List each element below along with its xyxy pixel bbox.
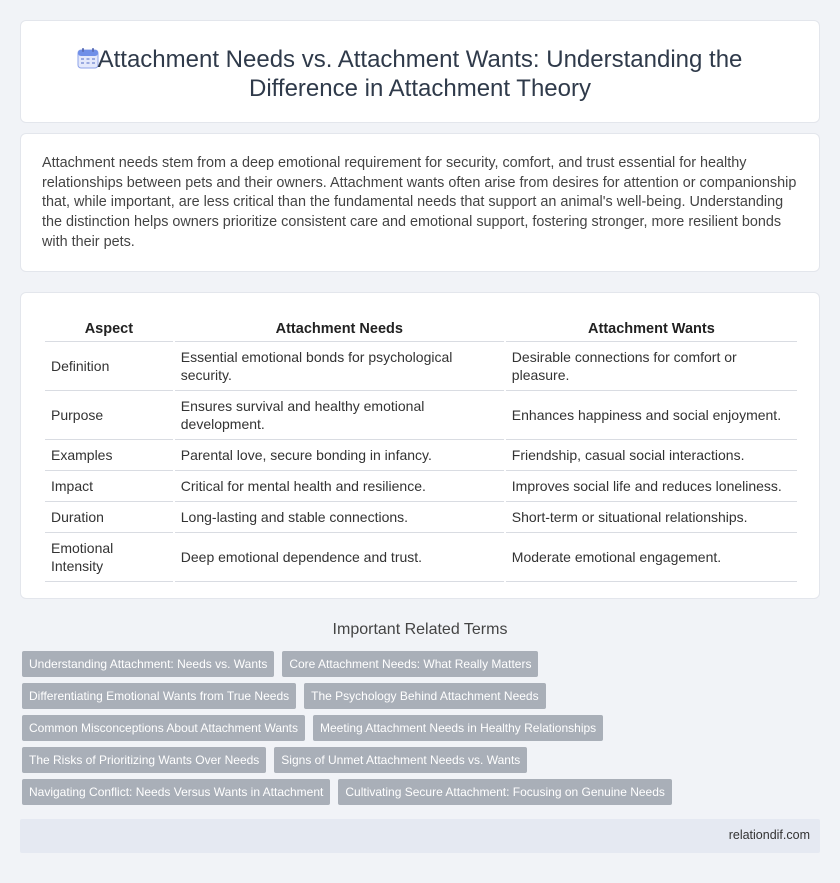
related-term-link[interactable]: Differentiating Emotional Wants from True Needs bbox=[22, 683, 296, 709]
table-cell-aspect: Duration bbox=[45, 502, 173, 533]
related-term-link[interactable]: Common Misconceptions About Attachment Wants bbox=[22, 715, 305, 741]
related-term-link[interactable]: The Psychology Behind Attachment Needs bbox=[304, 683, 545, 709]
tag-row bbox=[22, 747, 802, 773]
table-cell-needs: Long-lasting and stable connections. bbox=[175, 502, 504, 533]
table-cell-needs: Ensures survival and healthy emotional development. bbox=[175, 391, 504, 440]
table-cell-needs: Essential emotional bonds for psychological security. bbox=[175, 342, 504, 391]
related-term-link[interactable]: The Risks of Prioritizing Wants Over Needs bbox=[22, 747, 266, 773]
related-terms-list bbox=[22, 651, 802, 811]
related-term-link[interactable]: Signs of Unmet Attachment Needs vs. Wants bbox=[274, 747, 527, 773]
related-term-link[interactable]: Navigating Conflict: Needs Versus Wants in Attachment bbox=[22, 779, 330, 805]
table-row bbox=[45, 440, 797, 471]
table-cell-wants: Friendship, casual social interactions. bbox=[506, 440, 797, 471]
table-row bbox=[45, 342, 797, 391]
footer-site-link[interactable]: relationdif.com bbox=[728, 828, 810, 842]
table-cell-aspect: Definition bbox=[45, 342, 173, 391]
table-row bbox=[45, 391, 797, 440]
table-cell-aspect: Emotional Intensity bbox=[45, 533, 173, 582]
table-cell-wants: Moderate emotional engagement. bbox=[506, 533, 797, 582]
related-terms-heading: Important Related Terms bbox=[332, 621, 508, 638]
header-attachment-wants: Attachment Wants bbox=[506, 313, 797, 342]
table-header-row bbox=[45, 313, 797, 342]
related-term-link[interactable]: Meeting Attachment Needs in Healthy Relationships bbox=[313, 715, 603, 741]
related-term-link[interactable]: Understanding Attachment: Needs vs. Wants bbox=[22, 651, 274, 677]
table-cell-wants: Desirable connections for comfort or pleasure. bbox=[506, 342, 797, 391]
tag-row bbox=[22, 683, 802, 709]
header-aspect: Aspect bbox=[45, 313, 173, 342]
comparison-table bbox=[43, 313, 799, 582]
tag-row bbox=[22, 715, 802, 741]
table-cell-needs: Critical for mental health and resilience. bbox=[175, 471, 504, 502]
table-cell-needs: Deep emotional dependence and trust. bbox=[175, 533, 504, 582]
page-title-line-2: Difference in Attachment Theory bbox=[249, 75, 591, 102]
page-title bbox=[21, 45, 819, 103]
table-cell-wants: Enhances happiness and social enjoyment. bbox=[506, 391, 797, 440]
table-row bbox=[45, 502, 797, 533]
table-cell-needs: Parental love, secure bonding in infancy. bbox=[175, 440, 504, 471]
title-card bbox=[20, 20, 820, 123]
table-cell-wants: Short-term or situational relationships. bbox=[506, 502, 797, 533]
intro-paragraph: Attachment needs stem from a deep emotional requirement for security, comfort, and trust essential for healthy relationships between pets and their owners. Attachment wants often arise from desires for attention or companionship that, while important, are less critical than the fundamental needs that support an animal's well-being. Understanding the distinction helps owners prioritize consistent care and emotional support, fostering stronger, more resilient bonds with their pets. bbox=[42, 155, 797, 250]
comparison-table-card bbox=[20, 292, 820, 599]
table-row bbox=[45, 533, 797, 582]
intro-card bbox=[20, 133, 820, 272]
tag-row bbox=[22, 779, 802, 805]
table-cell-wants: Improves social life and reduces loneliness. bbox=[506, 471, 797, 502]
related-term-link[interactable]: Core Attachment Needs: What Really Matters bbox=[282, 651, 538, 677]
header-attachment-needs: Attachment Needs bbox=[175, 313, 504, 342]
table-cell-aspect: Purpose bbox=[45, 391, 173, 440]
table-cell-aspect: Impact bbox=[45, 471, 173, 502]
related-term-link[interactable]: Cultivating Secure Attachment: Focusing on Genuine Needs bbox=[338, 779, 672, 805]
page-title-line-1: Attachment Needs vs. Attachment Wants: Understanding the bbox=[97, 46, 743, 73]
footer bbox=[20, 819, 820, 853]
tag-row bbox=[22, 651, 802, 677]
table-row bbox=[45, 471, 797, 502]
table-cell-aspect: Examples bbox=[45, 440, 173, 471]
